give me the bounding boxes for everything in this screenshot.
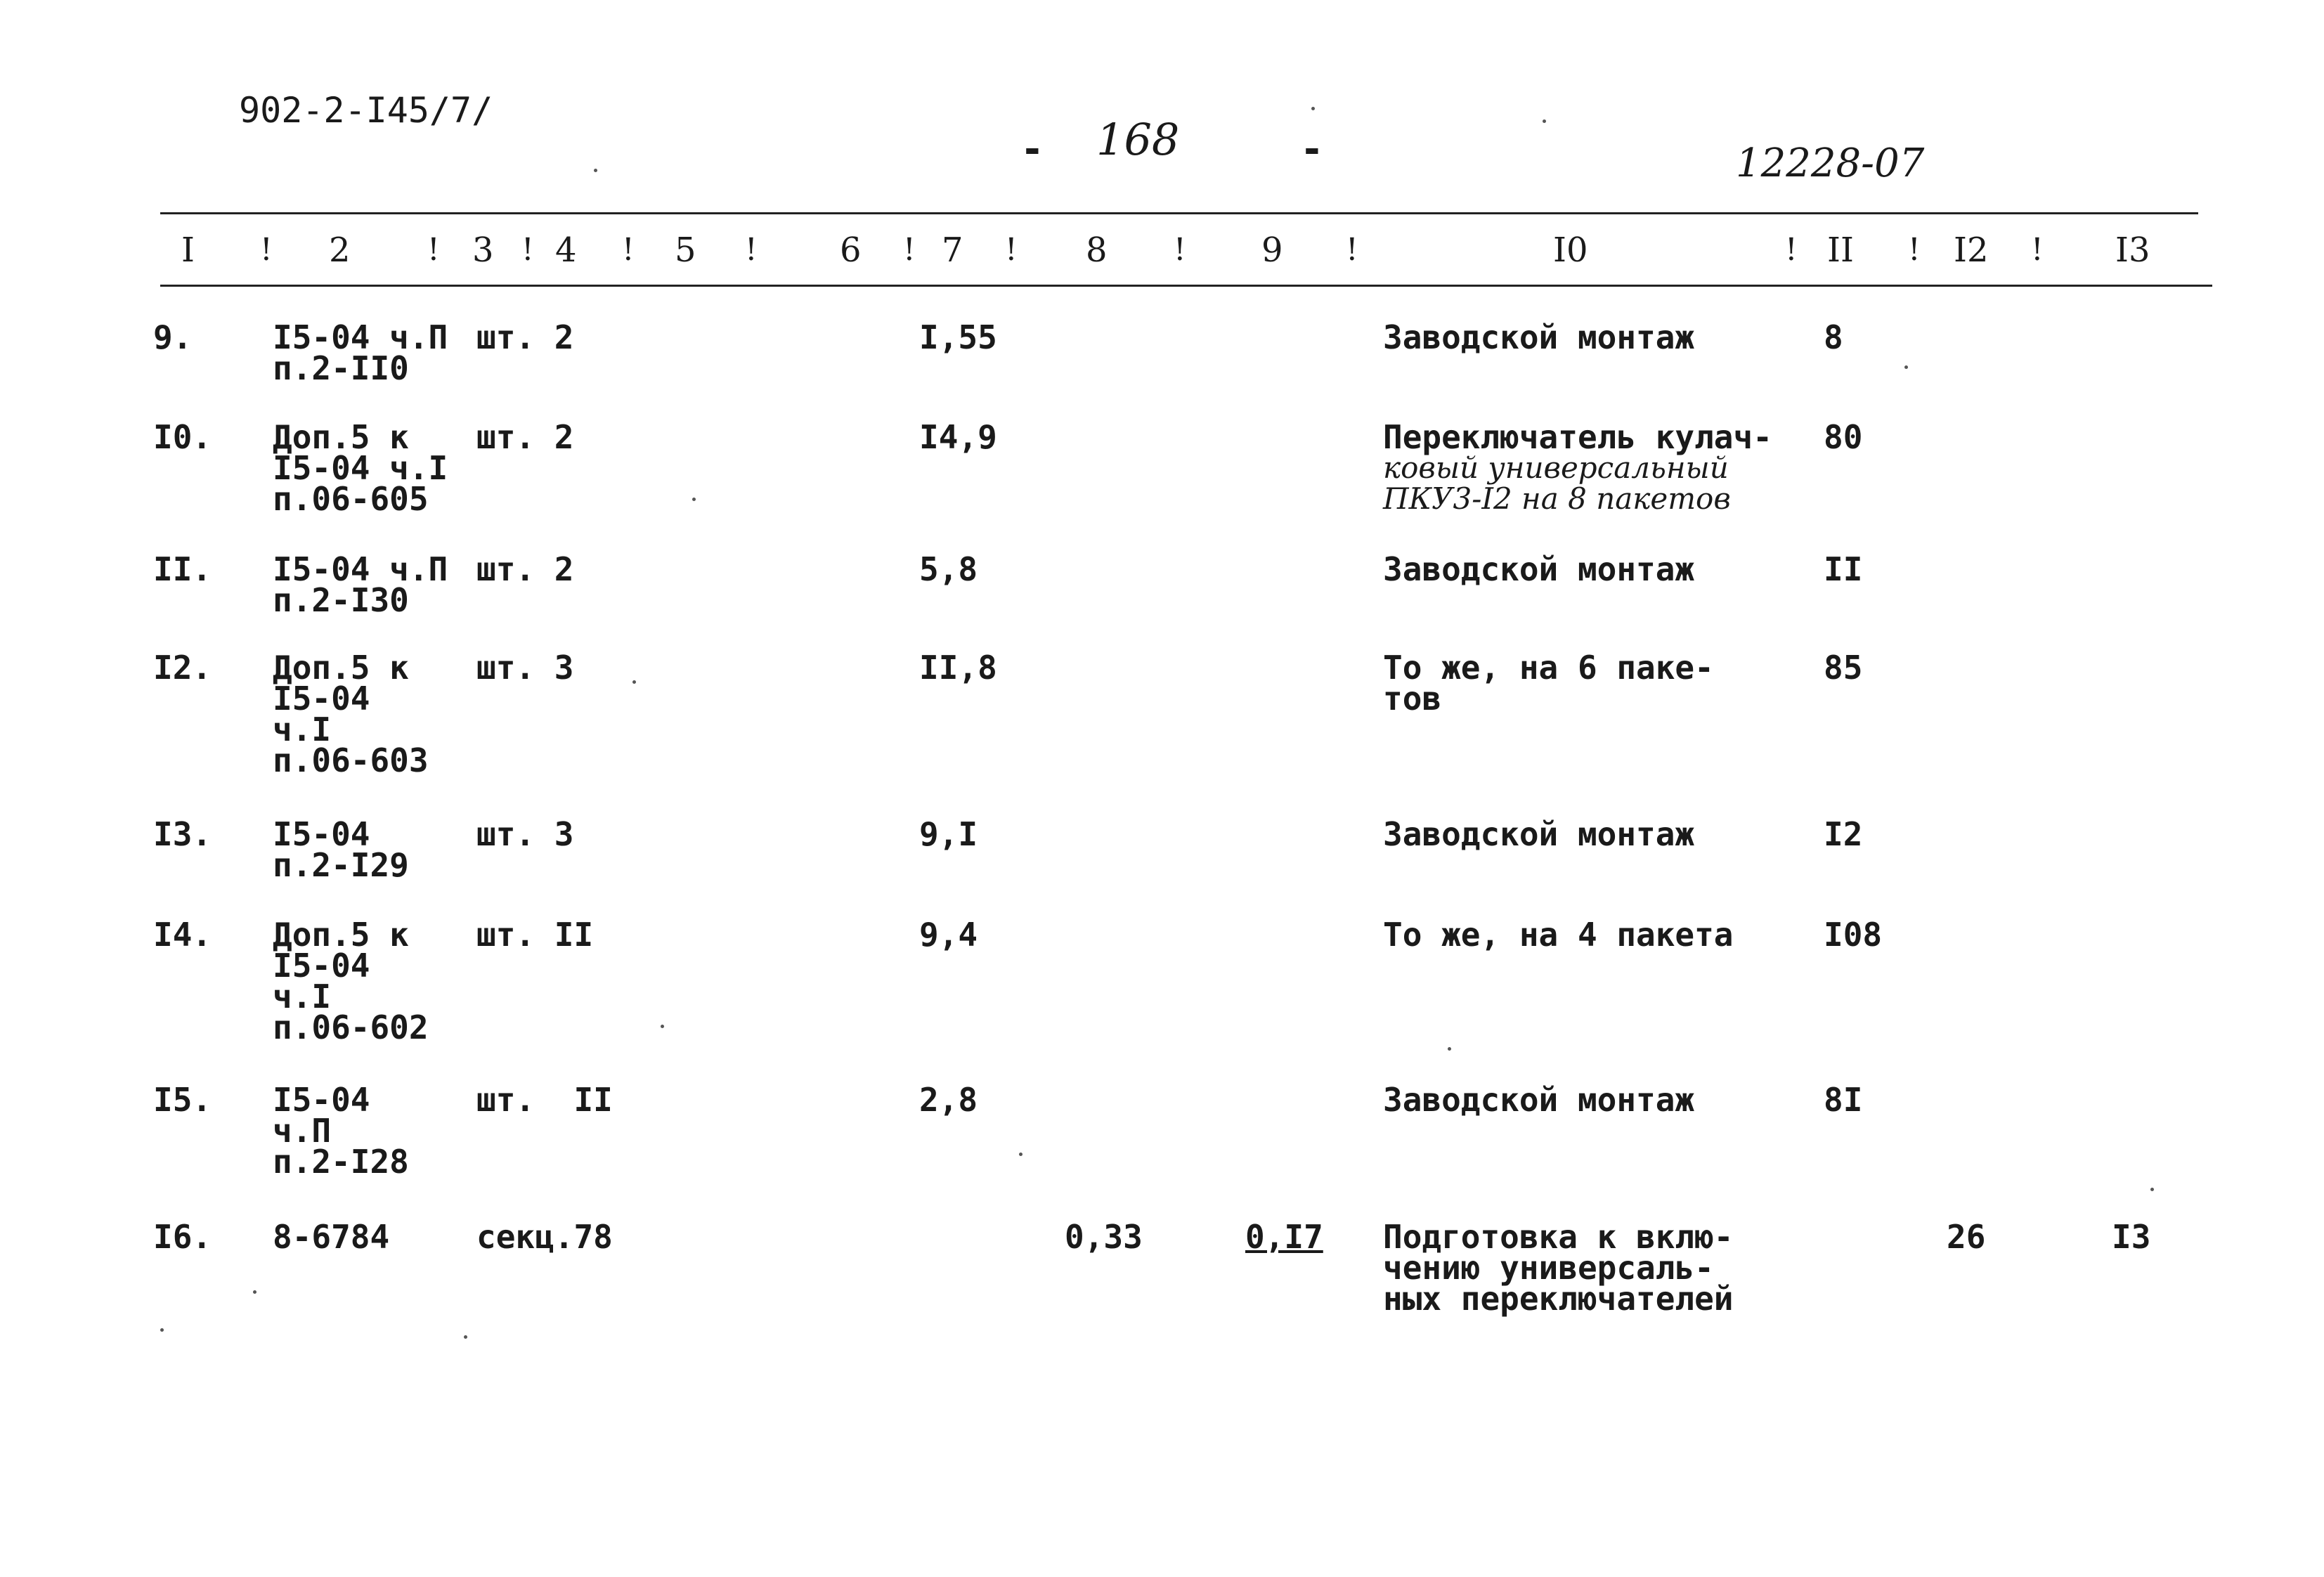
column-header-3: 3 xyxy=(472,231,494,270)
document-number: 12228-07 xyxy=(1736,141,1925,186)
norm-reference-line: п.06-602 xyxy=(273,1008,429,1046)
value-col-11: I2 xyxy=(1824,815,1863,853)
value-col-7: 2,8 xyxy=(919,1081,978,1119)
work-description-line: ковый универсальный xyxy=(1383,450,1729,485)
norm-reference-line: ч.I xyxy=(273,710,332,748)
scan-speck xyxy=(253,1290,257,1294)
row-number: I2. xyxy=(153,649,212,687)
scan-speck xyxy=(632,680,636,684)
work-description-line: То же, на 4 пакета xyxy=(1383,916,1734,954)
norm-reference-line: п.2-I30 xyxy=(273,581,409,619)
unit-quantity: шт. II xyxy=(476,916,594,954)
scan-speck xyxy=(1311,107,1315,110)
norm-reference-line: п.2-I28 xyxy=(273,1143,409,1181)
row-number: 9. xyxy=(153,318,193,356)
unit-quantity: шт. 3 xyxy=(476,815,574,853)
value-col-7: 9,4 xyxy=(919,916,978,954)
value-col-12: 26 xyxy=(1947,1218,1986,1256)
norm-reference-line: п.2-II0 xyxy=(273,349,409,387)
column-separator: ! xyxy=(427,232,440,268)
norm-reference-line: I5-04 xyxy=(273,947,370,985)
scan-speck xyxy=(1543,119,1546,123)
value-col-11: 8 xyxy=(1824,318,1843,356)
row-number: I6. xyxy=(153,1218,212,1256)
column-separator: ! xyxy=(1005,232,1018,268)
unit-quantity: шт. 2 xyxy=(476,318,574,356)
page-number: 168 xyxy=(1096,114,1180,165)
work-description-line: Заводской монтаж xyxy=(1383,1081,1695,1119)
column-header-6: 6 xyxy=(840,231,862,270)
column-header-4: 4 xyxy=(555,231,577,270)
work-description-line: Заводской монтаж xyxy=(1383,550,1695,588)
table-top-rule xyxy=(160,212,2198,214)
norm-reference-line: I5-04 xyxy=(273,680,370,718)
work-description-line: То же, на 6 паке- xyxy=(1383,649,1714,687)
work-description-line: Переключатель кулач- xyxy=(1383,418,1772,456)
row-number: II. xyxy=(153,550,212,588)
value-col-7: II,8 xyxy=(919,649,997,687)
norm-reference-line: 8-6784 xyxy=(273,1218,390,1256)
norm-reference-line: Доп.5 к xyxy=(273,649,409,687)
norm-reference-line: п.06-603 xyxy=(273,741,429,779)
scan-speck xyxy=(692,498,696,501)
norm-reference-line: п.2-I29 xyxy=(273,846,409,884)
norm-reference-line: I5-04 xyxy=(273,815,370,853)
norm-reference-line: I5-04 ч.I xyxy=(273,449,448,487)
value-col-7: 9,I xyxy=(919,815,978,853)
unit-quantity: шт. 2 xyxy=(476,550,574,588)
column-header-11: II xyxy=(1827,231,1854,270)
column-separator: ! xyxy=(521,232,534,268)
column-header-13: I3 xyxy=(2115,231,2150,270)
column-header-8: 8 xyxy=(1086,231,1108,270)
work-description-line: тов xyxy=(1383,680,1442,718)
norm-reference-line: I5-04 ч.П xyxy=(273,318,448,356)
value-col-11: 80 xyxy=(1824,418,1863,456)
value-col-11: I08 xyxy=(1824,916,1883,954)
value-col-8: 0,33 xyxy=(1065,1218,1143,1256)
scan-speck xyxy=(1904,365,1908,369)
norm-reference-line: Доп.5 к xyxy=(273,418,409,456)
scan-speck xyxy=(464,1335,467,1339)
column-separator: ! xyxy=(622,232,635,268)
column-header-2: 2 xyxy=(329,231,351,270)
value-col-7: 5,8 xyxy=(919,550,978,588)
column-separator: ! xyxy=(1346,232,1358,268)
work-description-line: Заводской монтаж xyxy=(1383,318,1695,356)
unit-quantity: секц.78 xyxy=(476,1218,613,1256)
unit-quantity: шт. 3 xyxy=(476,649,574,687)
work-description-line: ных переключателей xyxy=(1383,1280,1734,1318)
column-separator: ! xyxy=(745,232,758,268)
column-header-9: 9 xyxy=(1261,231,1283,270)
row-number: I3. xyxy=(153,815,212,853)
norm-reference-line: Доп.5 к xyxy=(273,916,409,954)
column-header-10: I0 xyxy=(1553,231,1588,270)
value-col-11: 8I xyxy=(1824,1081,1863,1119)
scan-speck xyxy=(661,1025,664,1028)
work-description-line: чению универсаль- xyxy=(1383,1249,1714,1287)
work-description-line: ПКУ3-I2 на 8 пакетов xyxy=(1383,481,1731,516)
column-header-7: 7 xyxy=(942,231,963,270)
norm-reference-line: I5-04 xyxy=(273,1081,370,1119)
column-separator: ! xyxy=(260,232,273,268)
scan-speck xyxy=(160,1328,164,1332)
unit-quantity: шт. 2 xyxy=(476,418,574,456)
row-number: I0. xyxy=(153,418,212,456)
work-description-line: Заводской монтаж xyxy=(1383,815,1695,853)
norm-reference-line: I5-04 ч.П xyxy=(273,550,448,588)
scan-speck xyxy=(594,169,597,172)
column-separator: ! xyxy=(2031,232,2044,268)
value-col-7: I4,9 xyxy=(919,418,997,456)
row-number: I5. xyxy=(153,1081,212,1119)
unit-quantity: шт. II xyxy=(476,1081,613,1119)
column-separator: ! xyxy=(903,232,916,268)
value-col-11: II xyxy=(1824,550,1863,588)
work-description-line: Подготовка к вклю- xyxy=(1383,1218,1734,1256)
value-col-13: I3 xyxy=(2112,1218,2151,1256)
value-col-9: 0,I7 xyxy=(1245,1218,1323,1256)
norm-reference-line: ч.I xyxy=(273,978,332,1015)
scan-speck xyxy=(2150,1188,2154,1191)
table-header-bottom-rule xyxy=(160,285,2212,287)
column-header-5: 5 xyxy=(675,231,696,270)
column-separator: ! xyxy=(1174,232,1186,268)
column-separator: ! xyxy=(1908,232,1921,268)
page-number-dash-right: - xyxy=(1300,126,1324,172)
column-separator: ! xyxy=(1785,232,1798,268)
norm-reference-line: п.06-605 xyxy=(273,480,429,518)
page-number-dash-left: - xyxy=(1020,126,1044,172)
column-header-1: I xyxy=(181,231,195,270)
column-header-12: I2 xyxy=(1954,231,1989,270)
row-number: I4. xyxy=(153,916,212,954)
value-col-11: 85 xyxy=(1824,649,1863,687)
value-col-7: I,55 xyxy=(919,318,997,356)
document-code: 902-2-I45/7/ xyxy=(239,90,493,131)
scan-speck xyxy=(1019,1153,1023,1156)
norm-reference-line: ч.П xyxy=(273,1112,332,1150)
scan-speck xyxy=(1448,1047,1451,1051)
